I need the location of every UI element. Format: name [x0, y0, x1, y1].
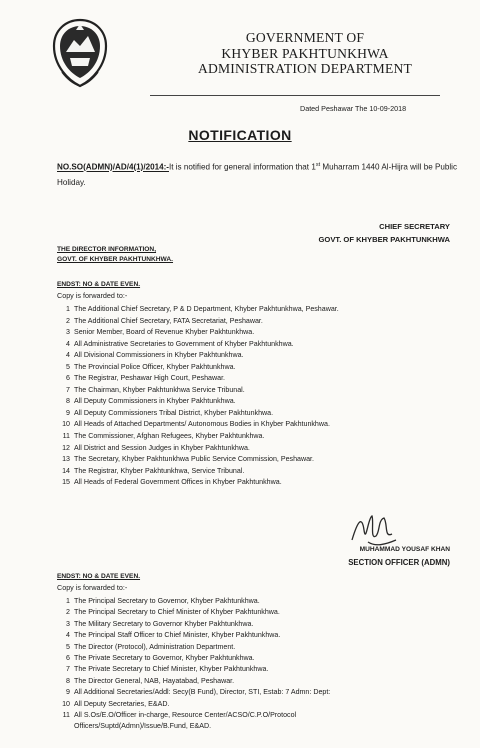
list-item-number: 11	[62, 710, 70, 719]
letterhead	[150, 30, 460, 77]
list-item-text: The Additional Chief Secretary, FATA Secretariat, Peshawar.	[74, 316, 263, 325]
list-item	[57, 721, 467, 732]
list-item	[57, 676, 467, 687]
list-item	[57, 443, 467, 455]
list-item	[57, 396, 467, 408]
list-item-text: The Private Secretary to Governor, Khyber Pakhtunkhwa.	[74, 653, 255, 662]
list-item	[57, 687, 467, 698]
list-item-number: 1	[66, 597, 70, 605]
list-item-number: 13	[62, 455, 70, 464]
list-item	[57, 408, 467, 420]
list-item-text: All District and Session Judges in Khyber Pakhtunkhwa.	[74, 443, 250, 452]
list-item-text: The Commissioner, Afghan Refugees, Khyber Pakhtunkhwa.	[74, 432, 265, 441]
list-item	[57, 664, 467, 675]
notification-text-part-1: It is notified for general information that 1	[168, 162, 316, 172]
list-item-number: 10	[62, 420, 70, 429]
list-item-text: The Military Secretary to Governor Khyber Pakhtunkhwa.	[74, 619, 254, 628]
list-item-number: 7	[66, 665, 70, 674]
list-item-text: All S.Os/E.O/Officer in-charge, Resource Center/ACSO/C.P.O/Protocol	[74, 710, 297, 719]
letterhead-line-3: ADMINISTRATION DEPARTMENT	[197, 61, 412, 76]
list-item-number: 9	[66, 408, 70, 417]
list-item-number: 7	[66, 385, 70, 394]
list-item-text: The Director General, NAB, Hayatabad, Peshawar.	[74, 676, 235, 685]
list-item-text: All Deputy Commissioners Tribal District, Khyber Pakhtunkhwa.	[74, 408, 274, 417]
list-item-text: The Provincial Police Officer, Khyber Pakhtunkhwa.	[74, 362, 236, 371]
ordinal-suffix: st	[315, 162, 321, 168]
dated-line: Dated Peshawar The 10-09-2018	[300, 104, 407, 113]
letterhead-line-2: KHYBER PAKHTUNKHWA	[221, 45, 389, 61]
list-item	[57, 316, 467, 328]
distribution-list-1	[57, 304, 467, 489]
list-item-number: 5	[66, 642, 70, 651]
list-item-number: 9	[66, 688, 70, 697]
government-emblem-icon	[48, 16, 112, 90]
list-item-text: The Principal Secretary to Chief Minister of Khyber Pakhtunkhwa.	[74, 608, 280, 617]
list-item-number: 2	[66, 316, 70, 325]
list-item-number: 10	[62, 699, 70, 708]
list-item	[57, 653, 467, 664]
list-item	[57, 699, 467, 710]
list-item-number: 8	[66, 676, 70, 685]
copy-forwarded-1: Copy is forwarded to:-	[57, 291, 128, 300]
list-item-number: 8	[66, 397, 70, 406]
list-item-number: 4	[66, 631, 70, 640]
list-item	[57, 454, 467, 466]
addressee-block	[57, 245, 173, 265]
list-item-text: Officers/Suptd(Admn)/Issue/B.Fund, E&AD.	[74, 722, 212, 731]
list-item-text: All Deputy Secretaries, E&AD.	[74, 699, 170, 708]
list-item-number: 3	[66, 328, 70, 337]
list-item-text: All Heads of Attached Departments/ Autonomous Bodies in Khyber Pakhtunkhwa.	[74, 420, 330, 429]
list-item	[57, 596, 467, 607]
list-item-text: The Registrar, Khyber Pakhtunkhwa, Service Tribunal.	[74, 466, 245, 475]
list-item-number: 6	[66, 374, 70, 383]
list-item-text: All Divisional Commissioners in Khyber Pakhtunkhwa.	[74, 351, 244, 360]
notification-text-part-2: Muharram 1440 Al-Hijra will be Public Holiday.	[57, 162, 458, 188]
list-item-number: 4	[66, 339, 70, 348]
list-item	[57, 362, 467, 374]
list-item-text: All Additional Secretaries/Addl: Secy(B Fund), Director, STI, Estab: 7 Admn: Dept:	[74, 688, 331, 697]
list-item-number: 6	[66, 653, 70, 662]
list-item-text: The Private Secretary to Chief Minister, Khyber Pakhtunkhwa.	[74, 665, 269, 674]
letterhead-line-1: GOVERNMENT OF	[245, 30, 365, 45]
list-item-number: 3	[66, 619, 70, 628]
list-item	[57, 419, 467, 431]
list-item-number: 14	[62, 466, 70, 475]
list-item-text: The Principal Secretary to Governor, Khyber Pakhtunkhwa.	[74, 597, 260, 605]
signatory-title: CHIEF SECRETARY	[379, 222, 450, 231]
list-item	[57, 350, 467, 362]
list-item	[57, 373, 467, 385]
list-item-text: The Secretary, Khyber Pakhtunkhwa Public Service Commission, Peshawar.	[74, 455, 314, 464]
list-item	[57, 339, 467, 351]
notification-body	[57, 158, 457, 191]
list-item-text: The Chairman, Khyber Pakhtunkhwa Service Tribunal.	[74, 385, 245, 394]
list-item	[57, 619, 467, 630]
list-item-number: 4	[66, 351, 70, 360]
endorsement-heading-2: ENDST: NO & DATE EVEN.	[57, 573, 141, 580]
endorsement-heading-1: ENDST: NO & DATE EVEN.	[57, 281, 141, 288]
list-item-text: The Additional Chief Secretary, P & D Department, Khyber Pakhtunkhwa, Peshawar.	[74, 305, 339, 313]
list-item-text: The Director (Protocol), Administration Department.	[74, 642, 236, 651]
list-item-number: 15	[62, 478, 70, 487]
list-item-text: All Heads of Federal Government Offices in Khyber Pakhtunkhwa.	[74, 478, 282, 487]
section-officer-name: MUHAMMAD YOUSAF KHAN	[359, 546, 450, 553]
notification-reference-number: NO.SO(ADMN)/AD/4(1)/2014:-	[57, 162, 169, 172]
list-item	[57, 630, 467, 641]
section-officer-designation: SECTION OFFICER (ADMN)	[348, 558, 450, 567]
list-item	[57, 607, 467, 618]
list-item	[57, 304, 467, 316]
list-item	[57, 431, 467, 443]
notification-title: NOTIFICATION	[188, 127, 292, 143]
list-item-number: 1	[66, 305, 70, 313]
distribution-list-2	[57, 596, 467, 733]
list-item-text: The Registrar, Peshawar High Court, Peshawar.	[74, 374, 226, 383]
list-item-text: All Deputy Commissioners in Khyber Pakhtunkhwa.	[74, 397, 236, 406]
list-item	[57, 466, 467, 478]
section-officer-signature-block	[300, 543, 450, 569]
list-item	[57, 477, 467, 489]
signatory-govt: GOVT. OF KHYBER PAKHTUNKHWA	[318, 234, 450, 244]
copy-forwarded-2: Copy is forwarded to:-	[57, 583, 128, 592]
addressee-line-1: THE DIRECTOR INFORMATION,	[57, 246, 157, 253]
list-item-number: 12	[62, 443, 70, 452]
list-item-text: Senior Member, Board of Revenue Khyber Pakhtunkhwa.	[74, 328, 255, 337]
header-divider	[150, 95, 440, 96]
list-item	[57, 710, 467, 721]
list-item	[57, 385, 467, 397]
list-item	[57, 642, 467, 653]
list-item	[57, 327, 467, 339]
chief-secretary-signature-block	[280, 221, 450, 246]
list-item-number: 11	[62, 432, 70, 441]
list-item-number: 2	[66, 608, 70, 617]
list-item-text: The Principal Staff Officer to Chief Minister, Khyber Pakhtunkhwa.	[74, 631, 281, 640]
list-item-number: 5	[66, 362, 70, 371]
addressee-line-2: GOVT. OF KHYBER PAKHTUNKHWA.	[57, 256, 174, 263]
list-item-text: All Administrative Secretaries to Government of Khyber Pakhtunkhwa.	[74, 339, 294, 348]
